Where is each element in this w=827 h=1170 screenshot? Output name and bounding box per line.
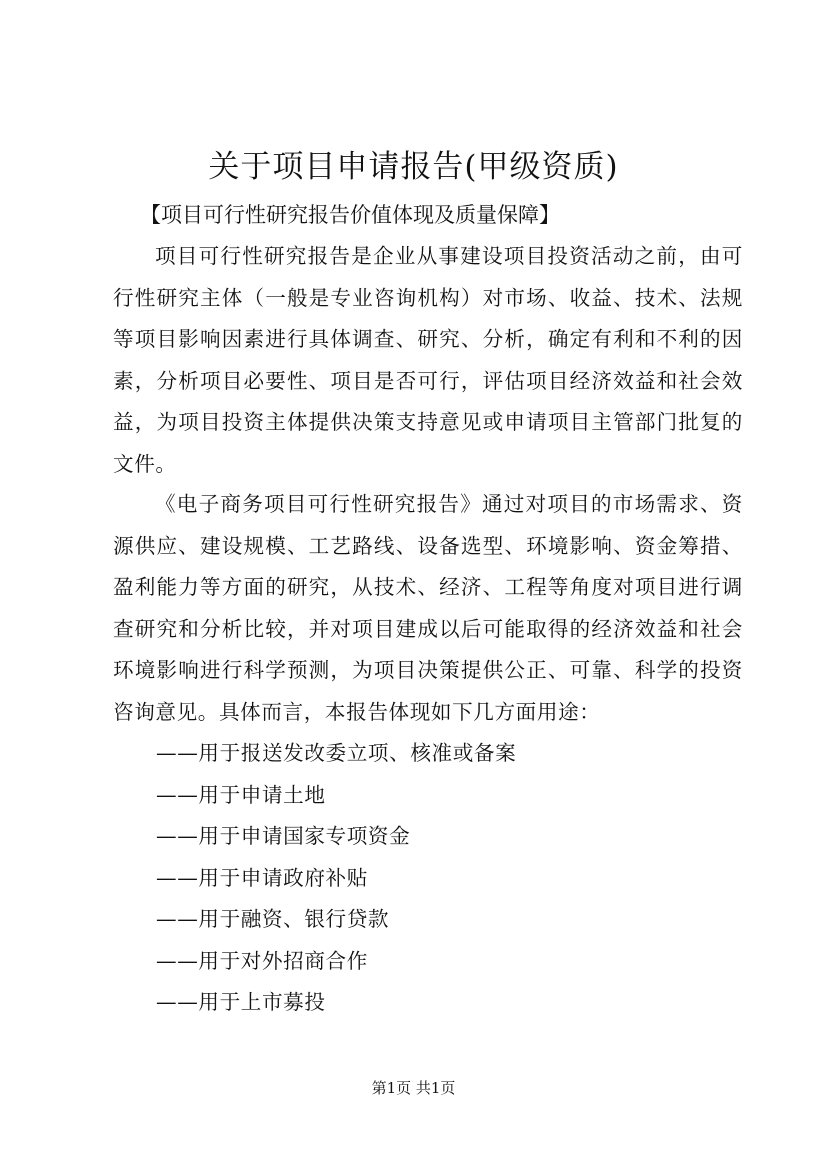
uses-list-item: ——用于申请政府补贴 (156, 865, 368, 890)
uses-list-item: ——用于上市募投 (156, 990, 326, 1014)
uses-list-item: ——用于申请国家专项资金 (156, 824, 411, 848)
uses-list (156, 733, 516, 1024)
section-heading: 【项目可行性研究报告价值体现及质量保障】 (140, 203, 560, 227)
page-footer: 第1页 共1页 (371, 1079, 456, 1097)
paragraph-2: 《电子商务项目可行性研究报告》通过对项目的市场需求、资源供应、建设规模、工艺路线、设备选型、环境影响、资金筹措、盈利能力等方面的研究，从技术、经济、工程等角度对项目进行调查研究和分析比较，并对项目建成以后可能取得的经济效益和社会环境影响进行科学预测，为项目决策提供公正、可靠、科学的投资咨询意见。具体而言，本报告体现如下几方面用途： (113, 492, 743, 724)
document-title: 关于项目申请报告(甲级资质) (208, 149, 619, 185)
uses-list-item: ——用于对外招商合作 (156, 948, 368, 973)
uses-list-item: ——用于报送发改委立项、核准或备案 (156, 741, 517, 765)
uses-list-item: ——用于申请土地 (156, 782, 326, 807)
paragraph-1: 项目可行性研究报告是企业从事建设项目投资活动之前，由可行性研究主体（一般是专业咨询机构）对市场、收益、技术、法规等项目影响因素进行具体调查、研究、分析，确定有利和不利的因素，分析项目必要性、项目是否可行，评估项目经济效益和社会效益，为项目投资主体提供决策支持意见或申请项目主管部门批复的文件。 (113, 244, 743, 476)
uses-list-item: ——用于融资、银行贷款 (156, 907, 390, 931)
